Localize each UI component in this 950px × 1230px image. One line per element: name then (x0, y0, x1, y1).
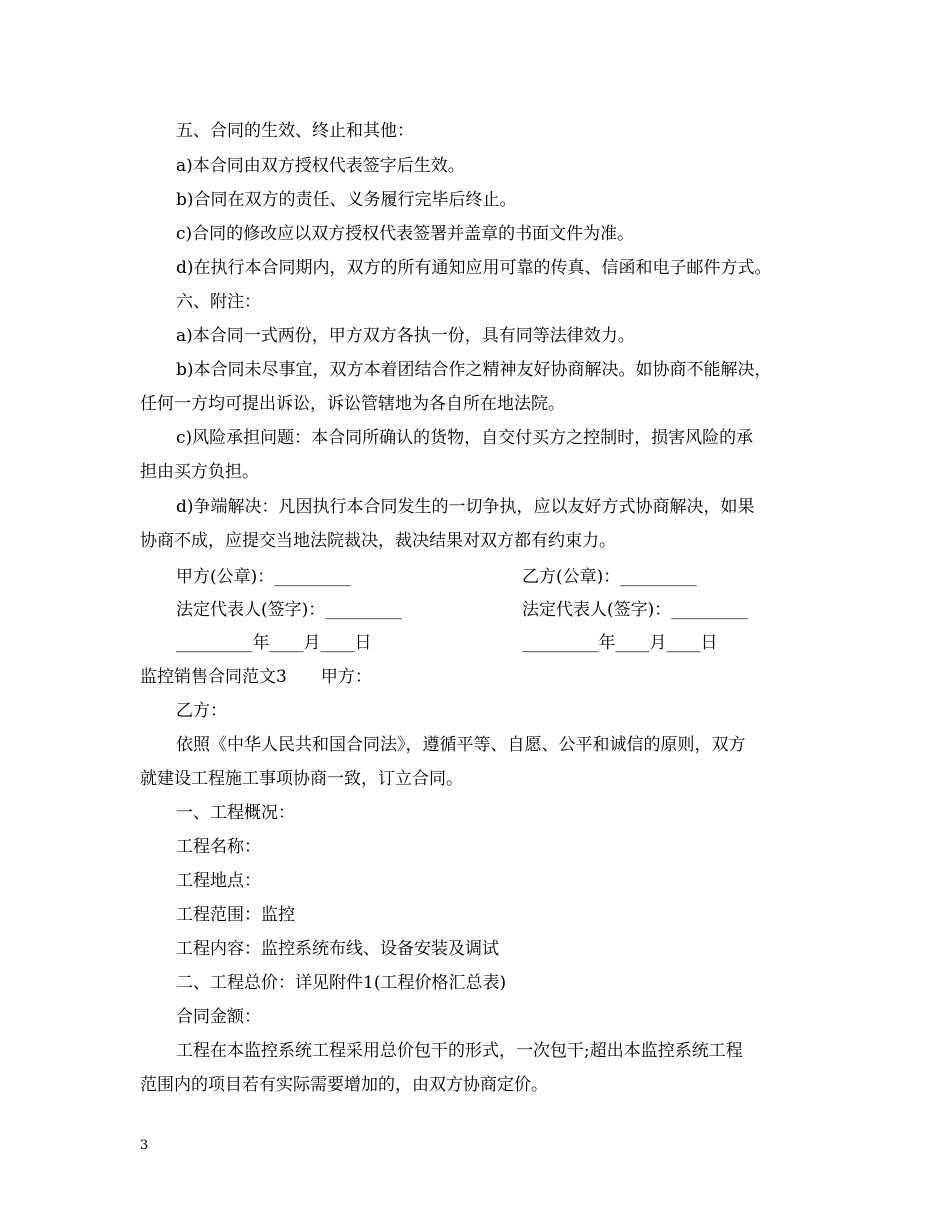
section6-item-b-line2: 任何一方均可提出诉讼，诉讼管辖地为各自所在地法院。 (140, 394, 565, 414)
project-content: 工程内容：监控系统布线、设备安装及调试 (176, 939, 499, 959)
contract-amount: 合同金额： (176, 1007, 261, 1027)
section6-item-c-line2: 担由买方负担。 (140, 462, 259, 482)
section2-heading: 二、工程总价：详见附件1(工程价格汇总表) (176, 973, 507, 993)
section5-heading: 五、合同的生效、终止和其他： (176, 121, 414, 141)
party-a-seal: 甲方(公章)：_________ (176, 567, 351, 587)
section6-item-c-line1: c)风险承担问题：本合同所确认的货物，自交付买方之控制时，损害风险的承 (176, 428, 754, 448)
section6-item-d-line2: 协商不成，应提交当地法院裁决，裁决结果对双方都有约束力。 (140, 531, 616, 551)
party-b-date: _________年____月____日 (522, 633, 718, 653)
lump-sum-line1: 工程在本监控系统工程采用总价包干的形式，一次包干;超出本监控系统工程 (176, 1041, 743, 1061)
contract3-intro-line1: 依照《中华人民共和国合同法》，遵循平等、自愿、公平和诚信的原则，双方 (176, 735, 746, 755)
party-a-representative: 法定代表人(签字)：_________ (176, 600, 402, 620)
section5-item-a: a)本合同由双方授权代表签字后生效。 (176, 156, 465, 176)
project-name: 工程名称： (176, 837, 261, 857)
section5-item-d: d)在执行本合同期内，双方的所有通知应用可靠的传真、信函和电子邮件方式。 (176, 258, 772, 278)
party-a-date: _________年____月____日 (176, 633, 372, 653)
project-location: 工程地点： (176, 871, 261, 891)
lump-sum-line2: 范围内的项目若有实际需要增加的，由双方协商定价。 (140, 1075, 548, 1095)
contract3-party-b: 乙方： (176, 701, 227, 721)
page-number: 3 (140, 1138, 149, 1153)
section5-item-b: b)合同在双方的责任、义务履行完毕后终止。 (176, 190, 517, 210)
section1-heading: 一、工程概况： (176, 803, 295, 823)
contract3-title: 监控销售合同范文3 甲方： (140, 667, 372, 687)
section5-item-c: c)合同的修改应以双方授权代表签署并盖章的书面文件为准。 (176, 224, 635, 244)
section6-item-b-line1: b)本合同未尽事宜，双方本着团结合作之精神友好协商解决。如协商不能解决， (176, 360, 772, 380)
contract3-intro-line2: 就建设工程施工事项协商一致，订立合同。 (140, 769, 463, 789)
section6-item-a: a)本合同一式两份，甲方双方各执一份，具有同等法律效力。 (176, 326, 635, 346)
section6-heading: 六、附注： (176, 292, 261, 312)
project-scope: 工程范围：监控 (176, 905, 295, 925)
party-b-seal: 乙方(公章)：_________ (522, 567, 697, 587)
party-b-representative: 法定代表人(签字)：_________ (522, 600, 748, 620)
section6-item-d-line1: d)争端解决：凡因执行本合同发生的一切争执，应以友好方式协商解决，如果 (176, 497, 755, 517)
